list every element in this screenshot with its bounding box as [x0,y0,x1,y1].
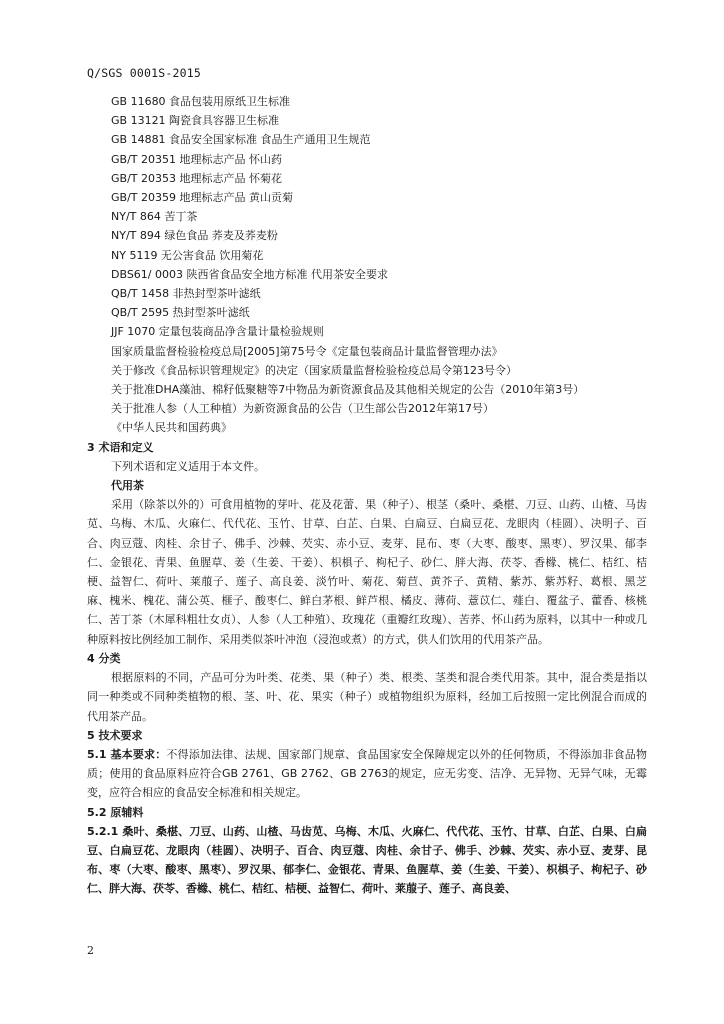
reference-item: QB/T 1458 非热封型茶叶滤纸 [111,287,261,301]
reference-list [87,92,647,438]
reference-item: GB/T 20351 地理标志产品 怀山药 [111,152,282,166]
reference-item: 关于批准DHA藻油、棉籽低聚糖等7中物品为新资源食品及其他相关规定的公告（2010年第3号） [111,383,585,397]
section-5-1-text: 不得添加法律、法规、国家部门规章、食品国家安全保障规定以外的任何物质，不得添加非食品物质；使用的食品原料应符合GB 2761、GB 2762、GB 2763的规定，应无劣变、洁净、无异物、无异气味，无霉变，应符合相应的食品安全标准和相关规定。 [87,747,647,800]
term-title: 代用茶 [111,479,144,493]
document-code: Q/SGS 0001S-2015 [87,66,201,80]
section-4-text: 根据原料的不同，产品可分为叶类、花类、果（种子）类、根类、茎类和混合类代用茶。其中，混合类是指以同一种类或不同种类植物的根、茎、叶、花、果实（种子）或植物组织为原料，经加工后按照一定比例混合而成的代用茶产品。 [87,671,647,723]
section-4-heading: 4 分类 [87,651,121,665]
section-3-intro: 下列术语和定义适用于本文件。 [111,459,265,473]
section-5-1 [87,745,647,803]
document-body [87,92,647,899]
reference-item: 关于修改《食品标识管理规定》的决定（国家质量监督检验检疫总局令第123号令） [111,363,517,377]
section-5-heading: 5 技术要求 [87,728,143,742]
section-5-2-1: 5.2.1 桑叶、桑椹、刀豆、山药、山楂、马齿苋、乌梅、木瓜、火麻仁、代代花、玉竹、甘草、白芷、白果、白扁豆、白扁豆花、龙眼肉（桂圆）、决明子、百合、肉豆蔻、肉桂、余甘子、佛手、沙棘、芡实、赤小豆、麦芽、昆布、枣（大枣、酸枣、黑枣）、罗汉果、郁李仁、金银花、青果、鱼腥草、姜（生姜、干姜）、枳椇子、枸杞子、砂仁、胖大海、茯苓、香橼、桃仁、桔红、桔梗、益智仁、荷叶、莱菔子、莲子、高良姜、 [87,824,647,896]
reference-item: NY/T 894 绿色食品 荞麦及荞麦粉 [111,229,278,243]
reference-item: GB/T 20353 地理标志产品 怀菊花 [111,171,282,185]
reference-item: 关于批准人参（人工种植）为新资源食品的公告（卫生部公告2012年第17号） [111,402,494,416]
reference-item: QB/T 2595 热封型茶叶滤纸 [111,306,250,320]
reference-item: JJF 1070 定量包装商品净含量计量检验规则 [111,325,324,339]
section-5-2-heading: 5.2 原辅料 [87,805,144,819]
reference-item: NY/T 864 苦丁茶 [111,210,198,224]
reference-item: GB 14881 食品安全国家标准 食品生产通用卫生规范 [111,133,371,147]
reference-item: NY 5119 无公害食品 饮用菊花 [111,248,264,262]
term-definition: 采用（除茶以外的）可食用植物的芽叶、花及花蕾、果（种子）、根茎（桑叶、桑椹、刀豆、山药、山楂、马齿苋、乌梅、木瓜、火麻仁、代代花、玉竹、甘草、白芷、白果、白扁豆、白扁豆花、龙眼肉（桂圆）、决明子、百合、肉豆蔻、肉桂、余甘子、佛手、沙棘、芡实、赤小豆、麦芽、昆布、枣（大枣、酸枣、黑枣）、罗汉果、郁李仁、金银花、青果、鱼腥草、姜（生姜、干姜）、枳椇子、枸杞子、砂仁、胖大海、茯苓、香橼、桃仁、桔红、桔梗、益智仁、荷叶、莱菔子、莲子、高良姜、淡竹叶、菊花、菊苣、黄芥子、黄精、紫苏、紫苏籽、葛根、黑芝麻、槐米、槐花、蒲公英、榧子、酸枣仁、鲜白茅根、鲜芦根、橘皮、薄荷、薏苡仁、薤白、覆盆子、藿香、核桃仁、苦丁茶（木犀科粗壮女贞）、人参（人工种殖）、玫瑰花（重瓣红玫瑰）、苦荞、怀山药为原料，以其中一种或几种原料按比例经加工制作、采用类似茶叶冲泡（浸泡或煮）的方式，供人们饮用的代用茶产品。 [87,498,647,646]
reference-item: DBS61/ 0003 陕西省食品安全地方标准 代用茶安全要求 [111,267,388,281]
reference-item: 《中华人民共和国药典》 [111,421,232,435]
page-number: 2 [87,944,94,957]
reference-item: GB 13121 陶瓷食具容器卫生标准 [111,114,280,128]
section-3-heading: 3 术语和定义 [87,440,154,454]
reference-item: GB 11680 食品包装用原纸卫生标准 [111,95,291,108]
reference-item: GB/T 20359 地理标志产品 黄山贡菊 [111,191,293,205]
reference-item: 国家质量监督检验检疫总局[2005]第75号令《定量包装商品计量监督管理办法》 [111,344,503,358]
section-5-1-label: 5.1 基本要求： [87,747,167,761]
